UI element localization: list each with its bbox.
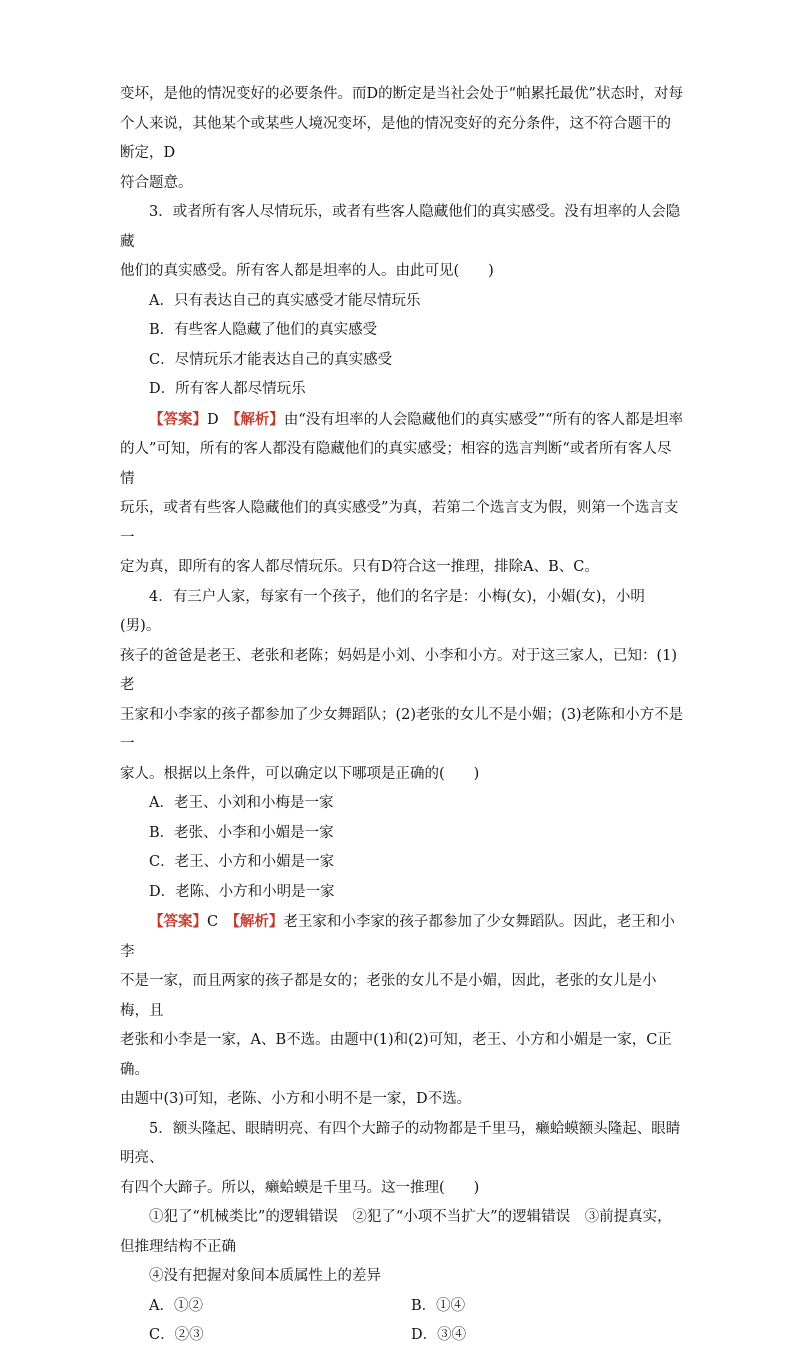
option-d: D．老陈、小方和小明是一家: [149, 883, 335, 900]
analysis-line: 不是一家，而且两家的孩子都是女的；老张的女儿不是小媚，因此，老张的女儿是小梅，且: [120, 973, 657, 1019]
statement-line: ①犯了“机械类比”的逻辑错误 ②犯了“小项不当扩大”的逻辑错误 ③前提真实，: [149, 1209, 672, 1225]
answer-value: D: [207, 411, 219, 428]
text-line: 个人来说，其他某个或某些人境况变坏，是他的情况变好的充分条件，这不符合题干的断定，D: [120, 115, 671, 161]
analysis-tag: 【解析】: [232, 913, 284, 930]
option-d: D．所有客人都尽情玩乐: [149, 381, 306, 397]
option-c: C．尽情玩乐才能表达自己的真实感受: [149, 351, 393, 368]
analysis-line: 由题中(3)可知，老陈、小方和小明不是一家，D不选。: [120, 1091, 472, 1107]
answer-value: C: [207, 914, 219, 930]
question-stem-line: 他们的真实感受。所有客人都是坦率的人。由此可见( ): [120, 263, 494, 279]
options-row: [120, 1321, 684, 1351]
question-stem-line: 3．或者所有客人尽情玩乐，或者有些客人隐藏他们的真实感受。没有坦率的人会隐藏: [120, 204, 681, 250]
option-a: A．①②: [149, 1297, 203, 1314]
option-b: B．①④: [411, 1297, 466, 1314]
answer-tag: 【答案】: [149, 410, 207, 428]
options-row: [120, 1292, 684, 1322]
text-line: 符合题意。: [120, 174, 193, 191]
option-b: B．有些客人隐藏了他们的真实感受: [149, 322, 378, 338]
analysis-tag: 【解析】: [233, 410, 284, 428]
option-c: C．老王、小方和小媚是一家: [149, 854, 335, 870]
question-3: [120, 198, 684, 583]
analysis-line: 玩乐，或者有些客人隐藏他们的真实感受”为真，若第二个选言支为假，则第一个选言支一: [120, 500, 679, 546]
answer-tag: 【答案】: [149, 913, 207, 930]
text-line: 变坏，是他的情况变好的必要条件。而D的断定是当社会处于“帕累托最优”状态时，对每: [120, 86, 683, 102]
statement-line: ④没有把握对象间本质属性上的差异: [149, 1268, 381, 1284]
option-a: A．只有表达自己的真实感受才能尽情玩乐: [149, 292, 421, 309]
question-4: [120, 583, 684, 1115]
analysis-line: 的人”可知，所有的客人都没有隐藏他们的真实感受；相容的选言判断“或者所有客人尽情: [120, 441, 672, 487]
statement-line: 但推理结构不正确: [120, 1238, 236, 1255]
question-stem-line: 有四个大蹄子。所以，癞蛤蟆是千里马。这一推理( ): [120, 1179, 480, 1196]
question-stem-line: 4．有三户人家，每家有一个孩子，他们的名字是：小梅(女)，小媚(女)，小明(男)。: [120, 588, 645, 634]
option-b: B．老张、小李和小媚是一家: [149, 824, 334, 841]
intro-paragraph: [120, 80, 684, 198]
question-5: [120, 1115, 684, 1351]
option-d: D．③④: [411, 1327, 467, 1343]
answer-line: [120, 907, 684, 967]
analysis-line: 定为真，即所有的客人都尽情玩乐。只有D符合这一推理，排除A、B、C。: [120, 559, 599, 575]
answer-line: [120, 405, 684, 436]
question-stem-line: 王家和小李家的孩子都参加了少女舞蹈队；(2)老张的女儿不是小媚；(3)老陈和小方不是一: [120, 706, 684, 752]
question-stem-line: 孩子的爸爸是老王、老张和老陈；妈妈是小刘、小李和小方。对于这三家人，已知：(1)老: [120, 647, 678, 693]
option-a: A．老王、小刘和小梅是一家: [149, 795, 334, 811]
analysis-text: 由“没有坦率的人会隐藏他们的真实感受”“所有的客人都是坦率: [283, 411, 684, 428]
analysis-text: 老王家和小李家的孩子都参加了少女舞蹈队。因此，老王和小李: [120, 914, 675, 960]
question-stem-line: 5．额头隆起、眼睛明亮、有四个大蹄子的动物都是千里马，癞蛤蟆额头隆起、眼睛明亮、: [120, 1120, 681, 1166]
question-stem-line: 家人。根据以上条件，可以确定以下哪项是正确的( ): [120, 765, 480, 782]
analysis-line: 老张和小李是一家，A、B不选。由题中(1)和(2)可知，老王、小方和小媚是一家，C正确。: [120, 1032, 672, 1078]
option-c: C．②③: [149, 1327, 204, 1343]
